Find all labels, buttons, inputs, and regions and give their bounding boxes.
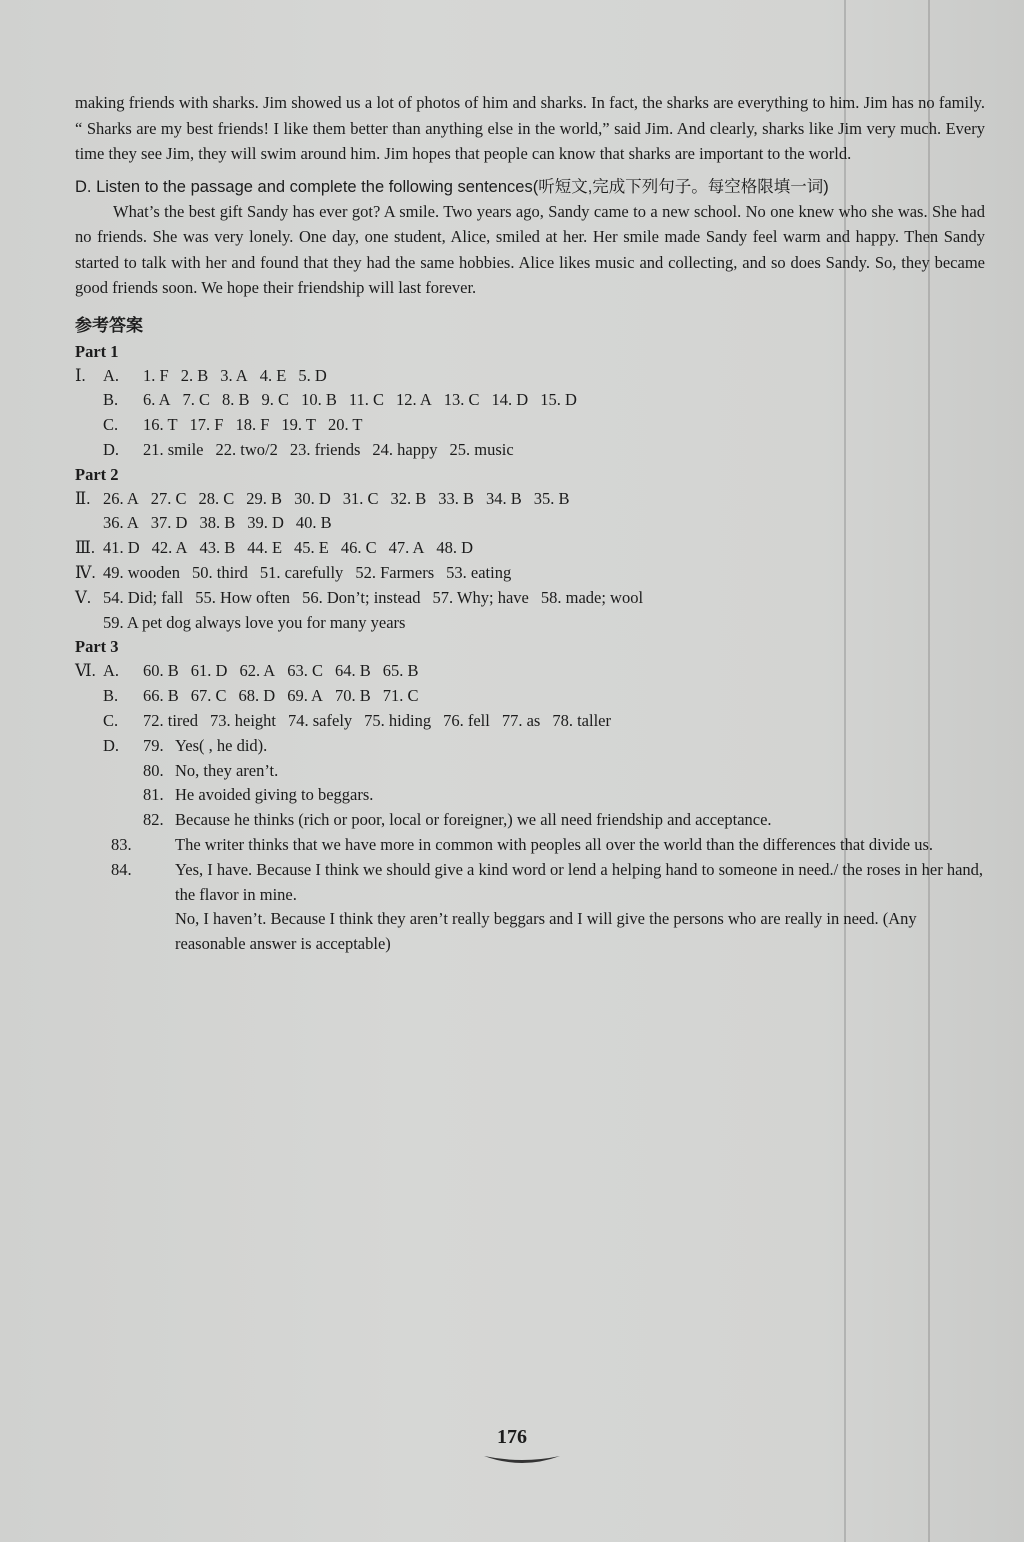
answer-item: 32. B (390, 488, 427, 508)
answer-item: 57. Why; have (432, 587, 529, 607)
answer-item: 75. hiding (364, 711, 432, 731)
answer-item: 45. E (294, 538, 329, 558)
part3-a-row (75, 659, 985, 684)
answer-item: 30. D (294, 488, 331, 508)
answer-line (143, 759, 985, 784)
answer-item: 68. D (238, 686, 276, 706)
answer-item: 39. D (247, 513, 284, 533)
answer-line (143, 783, 985, 808)
part1-d-row (103, 438, 985, 463)
answer-item: 76. fell (443, 711, 490, 731)
answer-alternative: No, I haven’t. Because I think they aren’t really beggars and I will give the persons who are really in need. (Any reasonable answer is acceptable) (175, 909, 917, 954)
section-d-heading: D. Listen to the passage and complete the following sentences(听短文,完成下列句子。每空格限填一词) (75, 177, 829, 196)
part2-ii-row (75, 487, 985, 512)
answer-item: 4. E (259, 365, 287, 385)
answer-item: 33. B (438, 488, 475, 508)
answer-item: 50. third (192, 563, 248, 583)
answer-text: No, they aren’t. (175, 760, 279, 780)
answer-item: 42. A (151, 538, 188, 558)
answer-item: 48. D (436, 538, 474, 558)
part2-iv-row (75, 561, 985, 586)
answer-text: Yes, I have. Because I think we should give a kind word or lend a helping hand to someone in need./ the roses in her hand, the flavor in mine. (175, 859, 984, 904)
part3-d-label-row (103, 734, 985, 759)
part1-c-row (103, 413, 985, 438)
answer-item: 17. F (189, 415, 224, 435)
sub-label: D. (103, 439, 120, 459)
part3-c-row (103, 709, 985, 734)
part1-b-row (103, 388, 985, 413)
answer-item: 71. C (382, 686, 419, 706)
answer-item: 65. B (382, 661, 419, 681)
answer-item: 55. How often (195, 587, 291, 607)
answer-key-title: 参考答案 (75, 315, 143, 336)
part2-iii-row (75, 536, 985, 561)
answer-item: 77. as (501, 711, 541, 731)
passage-c-end: making friends with sharks. Jim showed us a lot of photos of him and sharks. In fact, the sharks are everything to him. Jim has no family. “ Sharks are my best friends! I like them better than anything else in the world,” said Jim. And clearly, sharks like Jim very much. Every time they see Jim, they will swim around him. Jim hopes that people can know that sharks are important to the world. (75, 93, 985, 163)
answer-item: 60. B (143, 661, 179, 681)
part2-ii-cont-row (103, 511, 985, 536)
answer-item: 70. B (334, 686, 371, 706)
page-number: 176 (497, 1426, 527, 1448)
answer-item: 12. A (395, 390, 432, 410)
sub-label: B. (103, 390, 119, 410)
answer-line (143, 736, 267, 755)
question-number: 84. (111, 859, 132, 879)
answer-item: 69. A (287, 686, 323, 706)
answer-item: 6. A (143, 390, 171, 410)
answer-item: 27. C (150, 488, 187, 508)
sub-label: A. (103, 661, 120, 681)
answer-item: 29. B (246, 488, 283, 508)
answer-item: 11. C (348, 390, 384, 410)
answer-item: 53. eating (446, 563, 512, 583)
answer-line (143, 808, 985, 833)
answer-item: 41. D (103, 538, 140, 558)
question-number: 81. (143, 785, 164, 805)
answer-item: 43. B (199, 538, 236, 558)
answer-item: 21. smile (143, 439, 204, 459)
answer-item: 36. A (103, 513, 139, 533)
roman-numeral: Ⅳ. (75, 563, 96, 583)
answer-item: 46. C (340, 538, 377, 558)
answer-item: 16. T (143, 415, 178, 435)
answer-item: 3. A (220, 365, 248, 385)
part3-b-row (103, 684, 985, 709)
answer-item: 2. B (180, 365, 209, 385)
answer-item: 52. Farmers (355, 563, 435, 583)
answer-item: 9. C (261, 390, 290, 410)
answer-item: 67. C (190, 686, 227, 706)
answer-item: 73. height (210, 711, 276, 731)
part1-title: Part 1 (75, 341, 119, 361)
part2-v-row (75, 586, 985, 611)
sub-label: C. (103, 415, 119, 435)
part2-v-cont-row: 59. A pet dog always love you for many years (103, 612, 406, 632)
answer-item: 26. A (103, 488, 139, 508)
answer-item: 47. A (388, 538, 425, 558)
answer-item: 8. B (222, 390, 250, 410)
answer-item: 78. taller (552, 711, 611, 731)
sub-label: C. (103, 711, 119, 731)
answer-item: 28. C (198, 488, 235, 508)
answer-item: 22. two/2 (215, 439, 278, 459)
answer-item: 7. C (182, 390, 211, 410)
answer-item: 58. made; wool (540, 587, 644, 607)
answer-item: 14. D (491, 390, 529, 410)
answer-item: 72. tired (143, 711, 198, 731)
answer-item: 74. safely (288, 711, 353, 731)
question-number: 82. (143, 810, 164, 830)
answer-item: 25. music (449, 439, 514, 459)
answer-line (111, 833, 985, 858)
answer-item: 13. C (443, 390, 480, 410)
answer-item: 31. C (342, 488, 379, 508)
answer-item: 44. E (247, 538, 283, 558)
question-number: 83. (111, 835, 132, 855)
page-content (75, 90, 985, 957)
part3-d-answers (111, 759, 985, 957)
answer-item: 66. B (143, 686, 179, 706)
question-number: 80. (143, 760, 164, 780)
answer-item: 49. wooden (103, 563, 180, 583)
part1-a-row (75, 364, 985, 389)
answer-item: 34. B (486, 488, 522, 508)
answer-item: 51. carefully (259, 563, 344, 583)
roman-numeral: Ⅰ. (75, 365, 86, 385)
answer-text: Because he thinks (rich or poor, local or foreigner,) we all need friendship and acceptance. (175, 810, 772, 830)
answer-item: 1. F (143, 365, 169, 385)
answer-item: 35. B (533, 488, 570, 508)
answer-text: The writer thinks that we have more in common with peoples all over the world than the differences that divide us. (175, 835, 934, 855)
answer-item: 5. D (298, 365, 327, 385)
answer-item: 62. A (239, 661, 276, 681)
page-number-swoosh-icon (482, 1452, 562, 1468)
answer-item: 63. C (287, 661, 323, 681)
answer-line (111, 858, 985, 908)
sub-label: D. (103, 735, 120, 755)
answer-item: 54. Did; fall (103, 587, 184, 607)
question-number: 79. (143, 735, 164, 755)
sub-label: A. (103, 365, 120, 385)
answer-item: 64. B (334, 661, 371, 681)
roman-numeral: Ⅱ. (75, 488, 91, 508)
answer-item: 61. D (190, 661, 228, 681)
answer-item: 10. B (301, 390, 337, 410)
part3-title: Part 3 (75, 637, 119, 657)
answer-item: 40. B (295, 513, 332, 533)
answer-item: 18. F (235, 415, 270, 435)
answer-item: 56. Don’t; instead (302, 587, 421, 607)
part2-title: Part 2 (75, 464, 119, 484)
answer-item: 38. B (199, 513, 236, 533)
roman-numeral: Ⅵ. (75, 661, 96, 681)
answer-item: 20. T (327, 415, 363, 435)
answer-item: 37. D (150, 513, 188, 533)
section-d-passage: What’s the best gift Sandy has ever got? A smile. Two years ago, Sandy came to a new school. No one knew who she was. She had no friends. She was very lonely. One day, one student, Alice, smiled at her. Her smile made Sandy feel warm and happy. Then Sandy started to talk with her and found that they had the same hobbies. Alice likes music and collecting, and so does Sandy. So, they became good friends soon. We hope their friendship will last forever. (75, 201, 985, 297)
answer-item: 19. T (281, 415, 316, 435)
answer-text: He avoided giving to beggars. (175, 785, 374, 805)
roman-numeral: Ⅴ. (75, 587, 92, 607)
roman-numeral: Ⅲ. (75, 538, 96, 558)
answer-item: 23. friends (289, 439, 361, 459)
answer-item: 24. happy (372, 439, 438, 459)
answer-text: Yes( , he did). (175, 735, 268, 755)
answer-item: 15. D (540, 390, 577, 410)
sub-label: B. (103, 686, 119, 706)
